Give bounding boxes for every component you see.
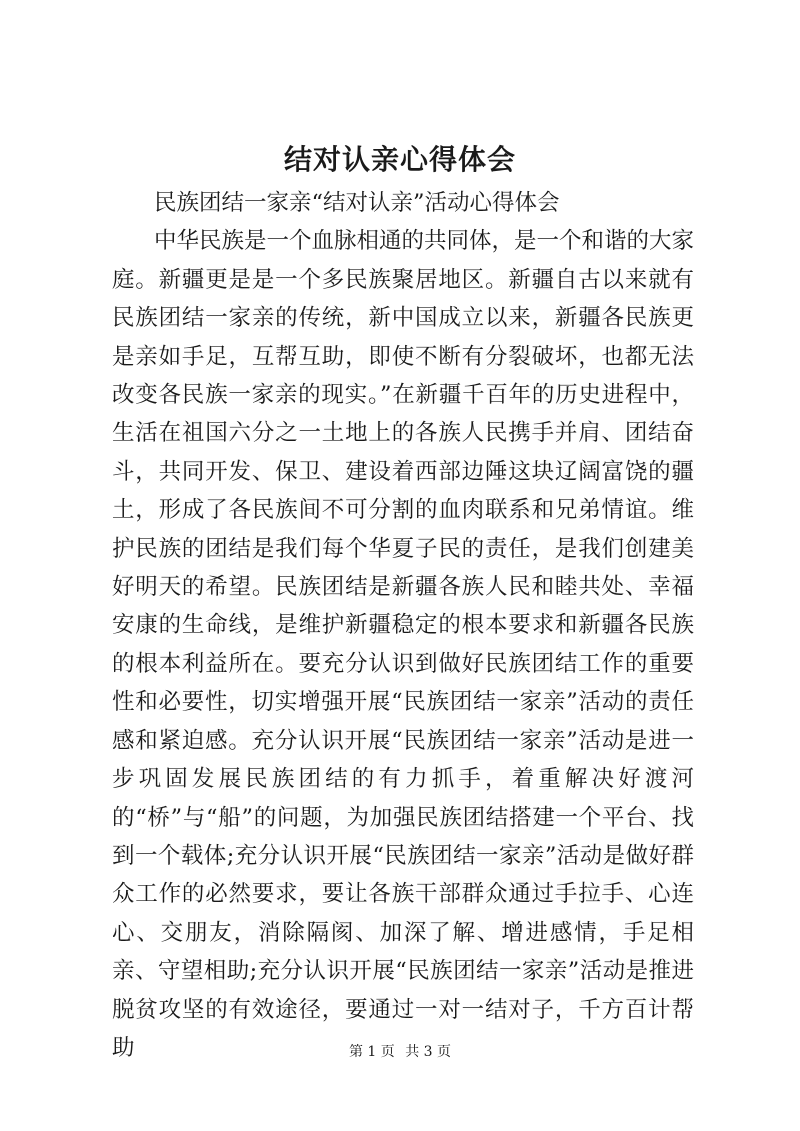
page-footer bbox=[0, 1042, 800, 1062]
page-number: 第 1 页 bbox=[348, 1044, 395, 1060]
body-paragraph: 中华民族是一个血脉相通的共同体，是一个和谐的大家庭。新疆更是是一个多民族聚居地区。新疆自古以来就有民族团结一家亲的传统，新中国成立以来，新疆各民族更是亲如手足，互帮互助，即使不断有分裂破坏，也都无法改变各民族一家亲的现实。”在新疆千百年的历史进程中，生活在祖国六分之一土地上的各族人民携手并肩、团结奋斗，共同开发、保卫、建设着西部边陲这块辽阔富饶的疆土，形成了各民族间不可分割的血肉联系和兄弟情谊。维护民族的团结是我们每个华夏子民的责任，是我们创建美好明天的希望。民族团结是新疆各族人民和睦共处、幸福安康的生命线，是维护新疆稳定的根本要求和新疆各民族的根本利益所在。要充分认识到做好民族团结工作的重要性和必要性，切实增强开展“民族团结一家亲”活动的责任感和紧迫感。充分认识开展“民族团结一家亲”活动是进一步巩固发展民族团结的有力抓手，着重解决好渡河的“桥”与“船”的问题，为加强民族团结搭建一个平台、找到一个载体;充分认识开展“民族团结一家亲”活动是做好群众工作的必然要求，要让各族干部群众通过手拉手、心连心、交朋友，消除隔阂、加深了解、增进感情，手足相亲、守望相助;充分认识开展“民族团结一家亲”活动是推进脱贫攻坚的有效途径，要通过一对一结对子，千方百计帮助 bbox=[112, 228, 695, 1061]
page-total: 共 3 页 bbox=[405, 1044, 452, 1060]
page-title: 结对认亲心得体会 bbox=[283, 143, 516, 176]
document-body bbox=[112, 184, 694, 1067]
subtitle-paragraph: 民族团结一家亲“结对认亲”活动心得体会 bbox=[154, 190, 560, 216]
